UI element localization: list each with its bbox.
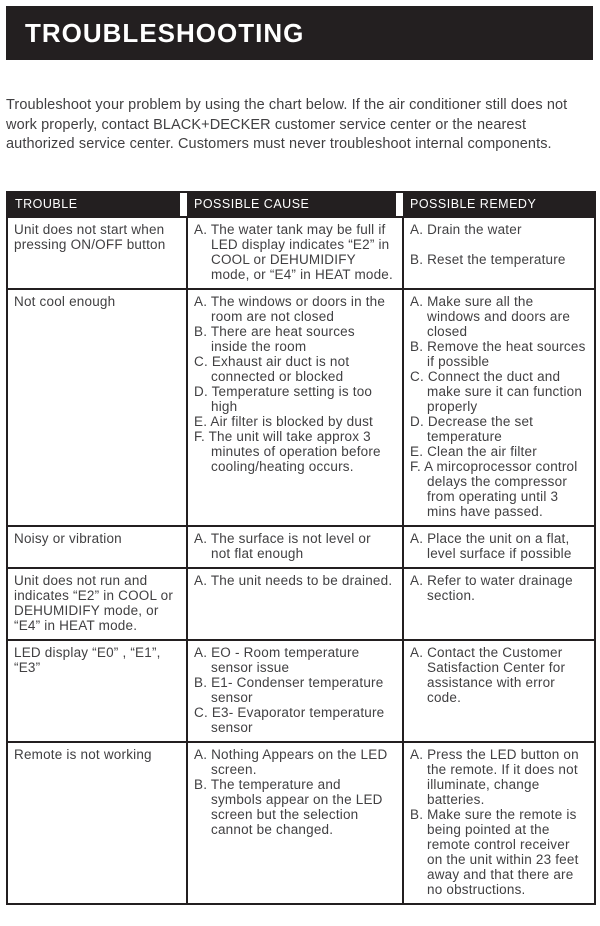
list-item: A. The water tank may be full if LED display indicates “E2” in COOL or DEHUMIDIFY mode, or “E4” in HEAT mode. bbox=[194, 221, 393, 282]
list-item: A. Press the LED button on the remote. If it does not illuminate, change batteries. bbox=[410, 746, 579, 807]
trouble-cell: Noisy or vibration bbox=[7, 526, 187, 568]
list-item: A. Drain the water bbox=[410, 221, 522, 237]
list-item: D. Decrease the set temperature bbox=[410, 413, 534, 444]
column-header-possible-remedy: POSSIBLE REMEDY bbox=[403, 192, 595, 217]
trouble-cell: Unit does not start when pressing ON/OFF button bbox=[7, 217, 187, 289]
column-header-trouble: TROUBLE bbox=[7, 192, 187, 217]
list-item: F. A mircoprocessor control delays the compressor from operating until 3 mins have passed. bbox=[410, 458, 578, 519]
list-item: B. Make sure the remote is being pointed at the remote control receiver on the unit within 23 feet away and that there are no obstructions. bbox=[410, 806, 579, 897]
list-item: A. EO - Room temperature sensor issue bbox=[194, 644, 360, 675]
intro-paragraph: Troubleshoot your problem by using the chart below. If the air conditioner still does not work properly, contact BLACK+DECKER customer service center or the nearest authorized service center. Customers must never troubleshoot internal components. bbox=[6, 97, 568, 152]
list-item: A. Make sure all the windows and doors are closed bbox=[410, 293, 571, 339]
list-item: A. Refer to water drainage section. bbox=[410, 572, 573, 603]
list-item: A. Contact the Customer Satisfaction Center for assistance with error code. bbox=[410, 644, 566, 705]
cause-cell bbox=[187, 217, 403, 289]
remedy-cell bbox=[403, 640, 595, 742]
list-item: A. The windows or doors in the room are not closed bbox=[194, 293, 386, 324]
cause-cell bbox=[187, 568, 403, 640]
table-header-row bbox=[7, 192, 595, 217]
trouble-cell: Not cool enough bbox=[7, 289, 187, 526]
troubleshooting-table bbox=[6, 191, 596, 905]
table-row bbox=[7, 742, 595, 904]
list-item: C. E3- Evaporator temperature sensor bbox=[194, 704, 385, 735]
trouble-cell: LED display “E0” , “E1”, “E3” bbox=[7, 640, 187, 742]
remedy-cell bbox=[403, 568, 595, 640]
table-row bbox=[7, 526, 595, 568]
cause-cell bbox=[187, 289, 403, 526]
column-header-possible-cause: POSSIBLE CAUSE bbox=[187, 192, 403, 217]
list-item: D. Temperature setting is too high bbox=[194, 383, 373, 414]
table-row bbox=[7, 289, 595, 526]
list-item: E. Clean the air filter bbox=[410, 443, 537, 459]
remedy-cell bbox=[403, 742, 595, 904]
manual-page bbox=[0, 6, 600, 926]
table-row bbox=[7, 217, 595, 289]
trouble-cell: Remote is not working bbox=[7, 742, 187, 904]
remedy-cell bbox=[403, 217, 595, 289]
cause-cell bbox=[187, 640, 403, 742]
list-item: B. The temperature and symbols appear on the LED screen but the selection cannot be changed. bbox=[194, 776, 383, 837]
list-item: A. Place the unit on a flat, level surface if possible bbox=[410, 530, 572, 561]
page-title: TROUBLESHOOTING bbox=[25, 17, 305, 48]
table-row bbox=[7, 640, 595, 742]
list-item: B. Reset the temperature bbox=[410, 251, 566, 267]
remedy-cell bbox=[403, 526, 595, 568]
list-item: A. The surface is not level or not flat enough bbox=[194, 530, 371, 561]
table-row bbox=[7, 568, 595, 640]
list-item: B. Remove the heat sources if possible bbox=[410, 338, 586, 369]
list-item: C. Exhaust air duct is not connected or blocked bbox=[194, 353, 350, 384]
list-item: B. E1- Condenser temperature sensor bbox=[194, 674, 384, 705]
section-title-bar bbox=[6, 6, 593, 60]
list-item: C. Connect the duct and make sure it can function properly bbox=[410, 368, 583, 414]
list-item: F. The unit will take approx 3 minutes of operation before cooling/heating occurs. bbox=[194, 428, 381, 474]
trouble-cell: Unit does not run and indicates “E2” in COOL or DEHUMIDIFY mode, or “E4” in HEAT mode. bbox=[7, 568, 187, 640]
list-item: A. The unit needs to be drained. bbox=[194, 572, 393, 588]
list-item: E. Air filter is blocked by dust bbox=[194, 413, 373, 429]
cause-cell bbox=[187, 526, 403, 568]
remedy-cell bbox=[403, 289, 595, 526]
cause-cell bbox=[187, 742, 403, 904]
list-item: B. There are heat sources inside the room bbox=[194, 323, 355, 354]
list-item: A. Nothing Appears on the LED screen. bbox=[194, 746, 388, 777]
